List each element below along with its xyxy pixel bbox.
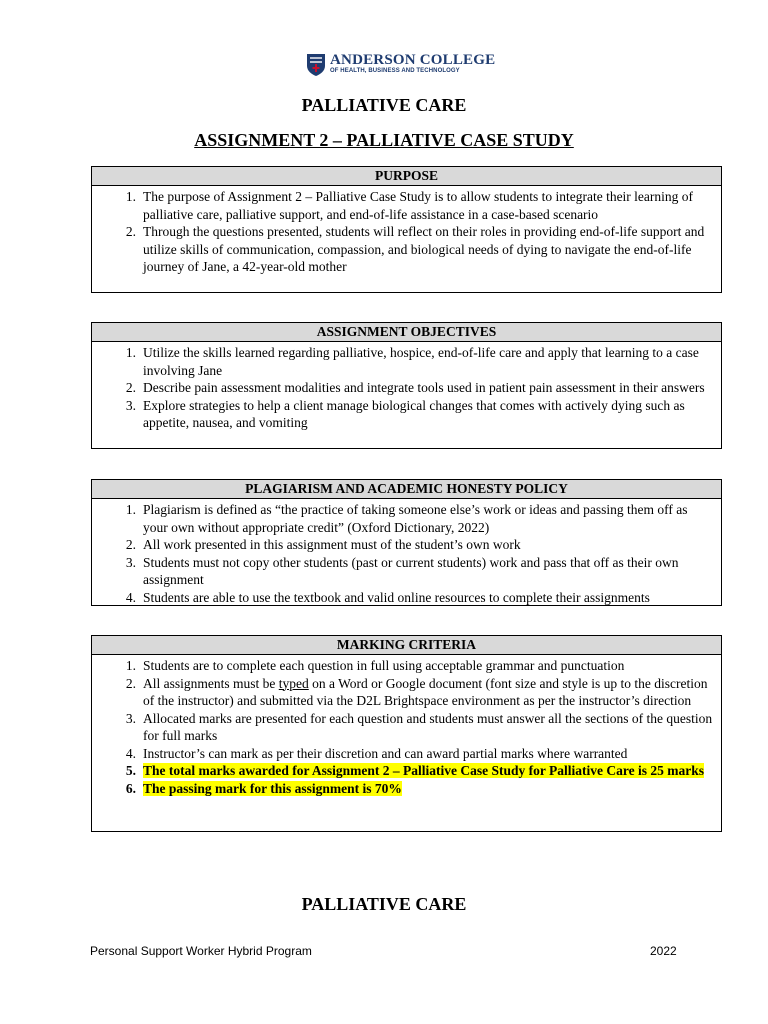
- footer-program: Personal Support Worker Hybrid Program: [90, 944, 312, 958]
- item-number: 4.: [125, 589, 136, 605]
- logo-name: ANDERSON COLLEGE: [330, 52, 496, 68]
- item-text: Allocated marks are presented for each question and students must answer all the sections of the question for full marks: [143, 710, 713, 743]
- list-item: [92, 657, 715, 675]
- item-text: [143, 676, 707, 709]
- list-item: [92, 397, 715, 432]
- item-number: 2.: [125, 380, 136, 395]
- item-number: 5.: [125, 763, 136, 778]
- objectives-heading: ASSIGNMENT OBJECTIVES: [92, 323, 721, 342]
- objectives-list: [92, 342, 721, 433]
- item-number: 4.: [125, 745, 136, 761]
- item-text: Explore strategies to help a client manage biological changes that comes with actively dying such as appetite, nausea, and vomiting: [143, 397, 685, 430]
- item-text: Students must not copy other students (past or current students) work and pass that off as their own assignment: [143, 554, 679, 587]
- item-text: Instructor’s can mark as per their discretion and can award partial marks where warranted: [143, 745, 628, 761]
- list-item: [92, 745, 715, 763]
- marking-box: [91, 635, 722, 832]
- college-logo: [306, 52, 496, 80]
- shield-logo-icon: [306, 53, 326, 77]
- item-text: Students are to complete each question in full using acceptable grammar and punctuation: [143, 658, 625, 673]
- item-number: 3.: [125, 710, 136, 726]
- assignment-title: ASSIGNMENT 2 – PALLIATIVE CASE STUDY: [194, 130, 574, 150]
- list-item: [92, 501, 715, 536]
- item-number: 2.: [125, 675, 136, 691]
- underlined-word: typed: [278, 675, 309, 691]
- purpose-heading: PURPOSE: [92, 167, 721, 186]
- footer-year: 2022: [650, 944, 677, 958]
- list-item: [92, 344, 715, 379]
- highlighted-list-item: [92, 780, 715, 798]
- marking-heading: MARKING CRITERIA: [92, 636, 721, 655]
- item-number: 1.: [125, 502, 136, 517]
- list-item: [92, 379, 715, 397]
- item-text: Describe pain assessment modalities and integrate tools used in patient pain assessment in their answers: [143, 380, 705, 395]
- logo-subtitle: OF HEALTH, BUSINESS AND TECHNOLOGY: [330, 68, 460, 74]
- list-item: [92, 188, 715, 223]
- objectives-box: [91, 322, 722, 449]
- course-title: PALLIATIVE CARE: [301, 95, 467, 115]
- purpose-list: [92, 186, 721, 277]
- next-page-course-title: PALLIATIVE CARE: [301, 894, 467, 914]
- list-item: [92, 223, 715, 276]
- purpose-box: [91, 166, 722, 293]
- item-number: 3.: [125, 554, 136, 570]
- marking-list: [92, 655, 721, 798]
- list-item: [92, 710, 715, 745]
- item-text-before: All assignments must be: [143, 675, 279, 691]
- item-text-after: on a Word or Google document (font size and style is up to the discretion of the instructor) and submitted via the D2L Brightspace environment as per the instructor’s direction: [143, 675, 708, 708]
- item-text: Through the questions presented, students will reflect on their roles in providing end-of-life support and utilize skills of communication, compassion, and biological needs of dying to navigate the end-of-life journey of Jane, a 42-year-old mother: [143, 224, 705, 274]
- item-number: 2.: [125, 537, 136, 552]
- highlighted-text: The passing mark for this assignment is 70%: [143, 780, 402, 796]
- item-text: Plagiarism is defined as “the practice of taking someone else’s work or ideas and passing them off as your own without appropriate credit” (Oxford Dictionary, 2022): [143, 502, 688, 535]
- item-number: 6.: [125, 780, 136, 796]
- highlighted-text: The total marks awarded for Assignment 2 – Palliative Case Study for Palliative Care is 25 marks: [143, 763, 704, 778]
- item-text: Utilize the skills learned regarding palliative, hospice, end-of-life care and apply that learning to a case involving Jane: [143, 345, 699, 378]
- item-number: 1.: [125, 658, 136, 673]
- plagiarism-box: [91, 479, 722, 606]
- item-text: The purpose of Assignment 2 – Palliative Case Study is to allow students to integrate their learning of palliative care, palliative support, and end-of-life assistance in a case-based scenario: [143, 189, 694, 222]
- item-number: 1.: [125, 189, 136, 204]
- highlighted-list-item: [92, 762, 715, 780]
- item-text: Students are able to use the textbook and valid online resources to complete their assignments: [143, 589, 650, 605]
- item-number: 3.: [125, 397, 136, 413]
- list-item: [92, 675, 715, 710]
- list-item: [92, 589, 715, 607]
- item-number: 2.: [125, 224, 136, 239]
- plagiarism-heading: PLAGIARISM AND ACADEMIC HONESTY POLICY: [92, 480, 721, 499]
- list-item: [92, 536, 715, 554]
- item-number: 1.: [125, 345, 136, 360]
- item-text: All work presented in this assignment must of the student’s own work: [143, 537, 521, 552]
- plagiarism-list: [92, 499, 721, 607]
- list-item: [92, 554, 715, 589]
